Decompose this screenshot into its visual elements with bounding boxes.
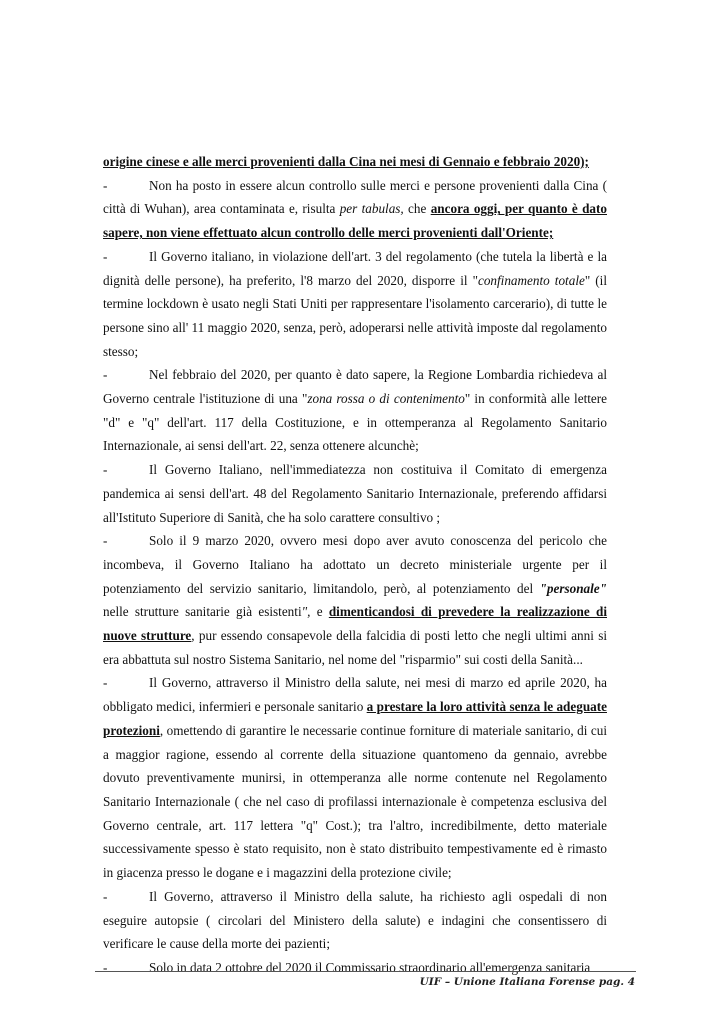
item-text: " in conformità alle lettere "d" e "q" dell'art. 117 della Costituzione, e in ottemperanza al Regolamento Sanitario Internazionale, ai sensi dell'art. 22, senza ottenere alcunchè; [103,391,608,454]
list-item [103,363,607,458]
bullet-dash: - [103,888,108,904]
bullet-dash: - [103,462,108,478]
item-emphasis: a prestare la loro attività senza le adeguate protezioni [103,699,607,738]
page-footer: UIF – Unione Italiana Forense pag. 4 [419,976,635,988]
item-emphasis: ancora oggi, per quanto è dato sapere, non viene effettuato alcun controllo delle merci provenienti dall'Oriente; [103,201,607,241]
item-emphasis: dimenticandosi di prevedere la realizzazione di nuove strutture [103,604,607,644]
item-italic: per tabulas, [339,201,404,217]
item-text: Solo in data 2 ottobre del 2020 il Commissario straordinario all'emergenza sanitaria [149,959,591,975]
list-item [103,671,607,884]
item-text: , pur essendo consapevole della falcidia di posti letto che negli ultimi anni si era abbattuta sul nostro Sistema Sanitario, nel nome del "risparmio" sui costi della Sanità... [103,628,607,667]
item-text: Il Governo italiano, in violazione dell'art. 3 del regolamento (che tutela la libertà e la dignità delle persone), ha preferito, l'8 marzo del 2020, disporre il " [103,248,607,288]
item-text: che [403,201,431,217]
item-bold-italic: "personale" [539,580,607,596]
item-text: nelle strutture sanitarie già esistenti [103,604,302,620]
opening-line [103,150,607,174]
list-item [103,174,607,245]
bullet-dash: - [103,533,108,549]
list-item [103,458,607,529]
body-text [103,150,607,980]
item-text: Nel febbraio del 2020, per quanto è dato sapere, la Regione Lombardia richiedeva al Governo centrale l'istituzione di una " [103,367,607,407]
item-text: Il Governo, attraverso il Ministro della salute, nei mesi di marzo ed aprile 2020, ha obbligato medici, infermieri e personale sanitario [103,675,607,715]
bullet-dash: - [103,675,108,691]
item-text: , omettendo di garantire le necessarie continue forniture di materiale sanitario, di cui a maggior ragione, essendo al corrente della situazione quantomeno da gennaio, avrebbe dovuto preventivamente munirsi, in ottemperanza alle norme contenute nel Regolamento Sanitario Internazionale ( che nel caso di profilassi internazionale è competenza esclusiva del Governo centrale, art. 117 lettera "q" Cost.); tra l'altro, incredibilmente, detto materiale successivamente spesso è stato requisito, non è stato distribuito tempestivamente ed è rimasto in giacenza presso le dogane e i magazzini della protezione civile; [103,722,607,881]
item-italic: confinamento totale [477,272,585,288]
list-item [103,529,607,671]
item-italic: ", [301,604,311,620]
item-italic: zona rossa o di contenimento [307,391,465,407]
item-text: Non ha posto in essere alcun controllo sulle merci e persone provenienti dalla Cina ( città di Wuhan), area contaminata e, risulta [103,177,607,217]
item-text: Il Governo Italiano, nell'immediatezza non costituiva il Comitato di emergenza pandemica ai sensi dell'art. 48 del Regolamento Sanitario Internazionale, preferendo affidarsi all'Istituto Superiore di Sanità, che ha solo carattere consultivo ; [103,462,607,525]
list-item [103,885,607,956]
item-text: " (il termine lockdown è usato negli Stati Uniti per rappresentare l'isolamento carcerario), di tutte le persone sino all' 11 maggio 2020, senza, però, adoperarsi nelle attività imposte dal regolamento stesso; [103,272,607,359]
footer-divider [95,971,636,972]
list-item [103,245,607,364]
emphasis: origine cinese e alle merci provenienti dalla Cina nei mesi di Gennaio e febbraio 2020); [103,154,589,169]
bullet-dash: - [103,177,108,193]
bullet-dash: - [103,959,108,975]
item-text: Solo il 9 marzo 2020, ovvero mesi dopo aver avuto conoscenza del pericolo che incombeva, il Governo Italiano ha adottato un decreto ministeriale urgente per il potenziamento del servizio sanitario, limitandolo, però, al potenziamento del [103,533,607,596]
bullet-dash: - [103,367,108,383]
item-text: Il Governo, attraverso il Ministro della salute, ha richiesto agli ospedali di non eseguire autopsie ( circolari del Ministero della salute) e indagini che consentissero di verificare le cause della morte dei pazienti; [103,888,607,952]
item-text: e [310,604,329,620]
bullet-dash: - [103,248,108,264]
